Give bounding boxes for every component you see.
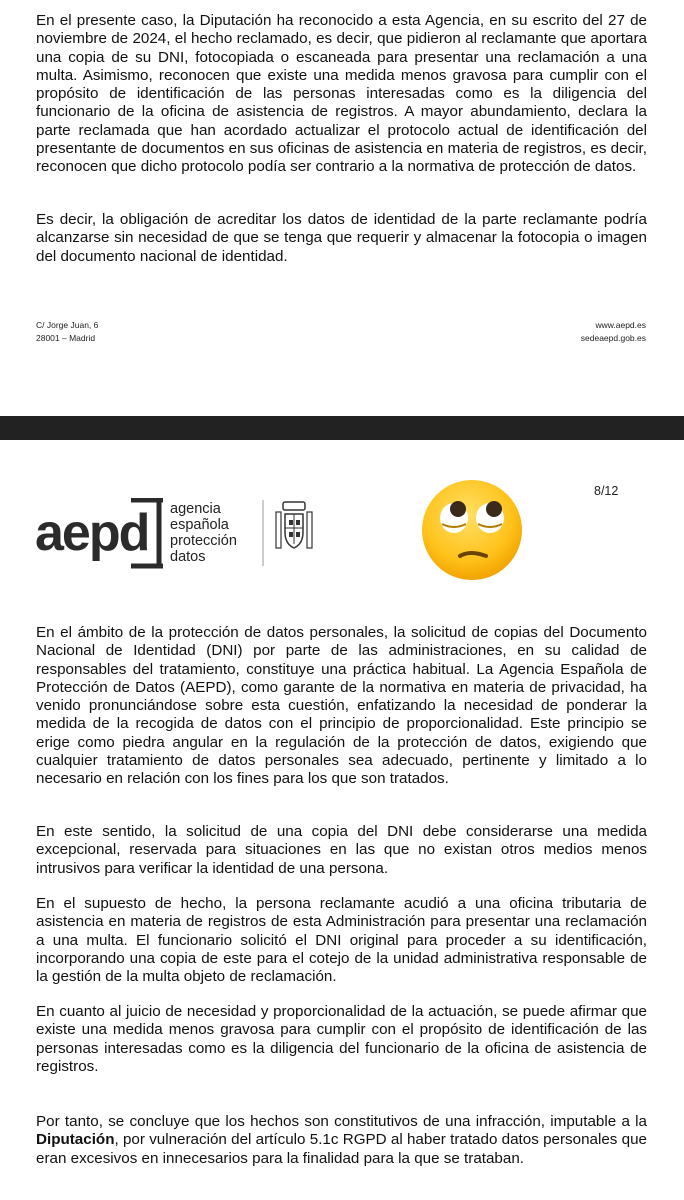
page-separator bbox=[0, 416, 684, 440]
paragraph: En el supuesto de hecho, la persona reclamante acudió a una oficina tributaria de asistencia en materia de registros de esta Administración para presentar una reclamación a una multa. El funcionario solicitó el DNI original para proceder a su identificación, incorporando una copia de este para el cotejo de la unidad administrativa responsable de la gestión de la multa objeto de reclamación. bbox=[36, 895, 647, 986]
web-link: sedeaepd.gob.es bbox=[580, 333, 646, 343]
paragraph: En el ámbito de la protección de datos personales, la solicitud de copias del Documento Nacional de Identidad (DNI) por parte de las administraciones, en su calidad de responsables del tratamiento, constituye una práctica habitual. La Agencia Española de Protección de Datos (AEPD), como garante de la normativa en materia de privacidad, ha venido pronunciándose sobre esta cuestión, enfatizando la necesidad de ponderar la medida de la recogida de datos con el principio de proporcionalidad. Este principio se erige como piedra angular en la regulación de la protección de datos, exigiendo que cualquier tratamiento de datos personales sea adecuado, pertinente y limitado a lo necesario en relación con los fines para los que son tratados. bbox=[36, 624, 647, 788]
document-page-top bbox=[0, 0, 684, 416]
coat-of-arms-icon bbox=[276, 502, 312, 548]
paragraph: En cuanto al juicio de necesidad y proporcionalidad de la actuación, se puede afirmar que existe una medida menos gravosa para cumplir con el propósito de identificación de las personas interesadas como es la diligencia del funcionario de la oficina de asistencia de registros. bbox=[36, 1003, 647, 1075]
paragraph: En el presente caso, la Diputación ha reconocido a esta Agencia, en su escrito del 27 de noviembre de 2024, el hecho reclamado, es decir, que pidieron al reclamante que aportara una copia de su DNI, fotocopiada o escaneada para presentar una reclamación a una multa. Asimismo, reconocen que existe una medida menos gravosa para cumplir con el propósito de identificación de las personas interesadas como es la diligencia del funcionario de la oficina de asistencia de registros. A mayor abundamiento, declara la parte reclamada que han acordado actualizar el protocolo actual de identificación del presentante de documentos en sus oficinas de asistencia en materia de registros, es decir, reconocen que dicho protocolo podía ser contrario a la normativa de protección de datos. bbox=[36, 12, 647, 176]
page-number: 8/12 bbox=[594, 484, 619, 498]
rolling-eyes-emoji-icon bbox=[420, 478, 524, 582]
logo-text: agencia española protección datos bbox=[170, 501, 237, 565]
footer-address: C/ Jorge Juan, 6 28001 – Madrid bbox=[36, 320, 99, 343]
logo-wordmark: aepd bbox=[35, 504, 149, 562]
bold-term: Diputación bbox=[36, 1131, 115, 1149]
web-link: www.aepd.es bbox=[595, 320, 646, 330]
paragraph: Es decir, la obligación de acreditar los datos de identidad de la parte reclamante podría alcanzarse sin necesidad de que se tenga que requerir y almacenar la fotocopia o imagen del documento nacional de identidad. bbox=[36, 211, 647, 265]
paragraph-conclusion: Por tanto, se concluye que los hechos son constitutivos de una infracción, imputable a la Diputación, por vulneración del artículo 5.1c RGPD al haber tratado datos personales que eran excesivos en innecesarios para la finalidad para la que se trataban. bbox=[36, 1113, 647, 1167]
paragraph: En este sentido, la solicitud de una copia del DNI debe considerarse una medida excepcional, reservada para situaciones en las que no existan otros medios menos intrusivos para verificar la identidad de una persona. bbox=[36, 823, 647, 877]
footer-web bbox=[581, 319, 646, 345]
